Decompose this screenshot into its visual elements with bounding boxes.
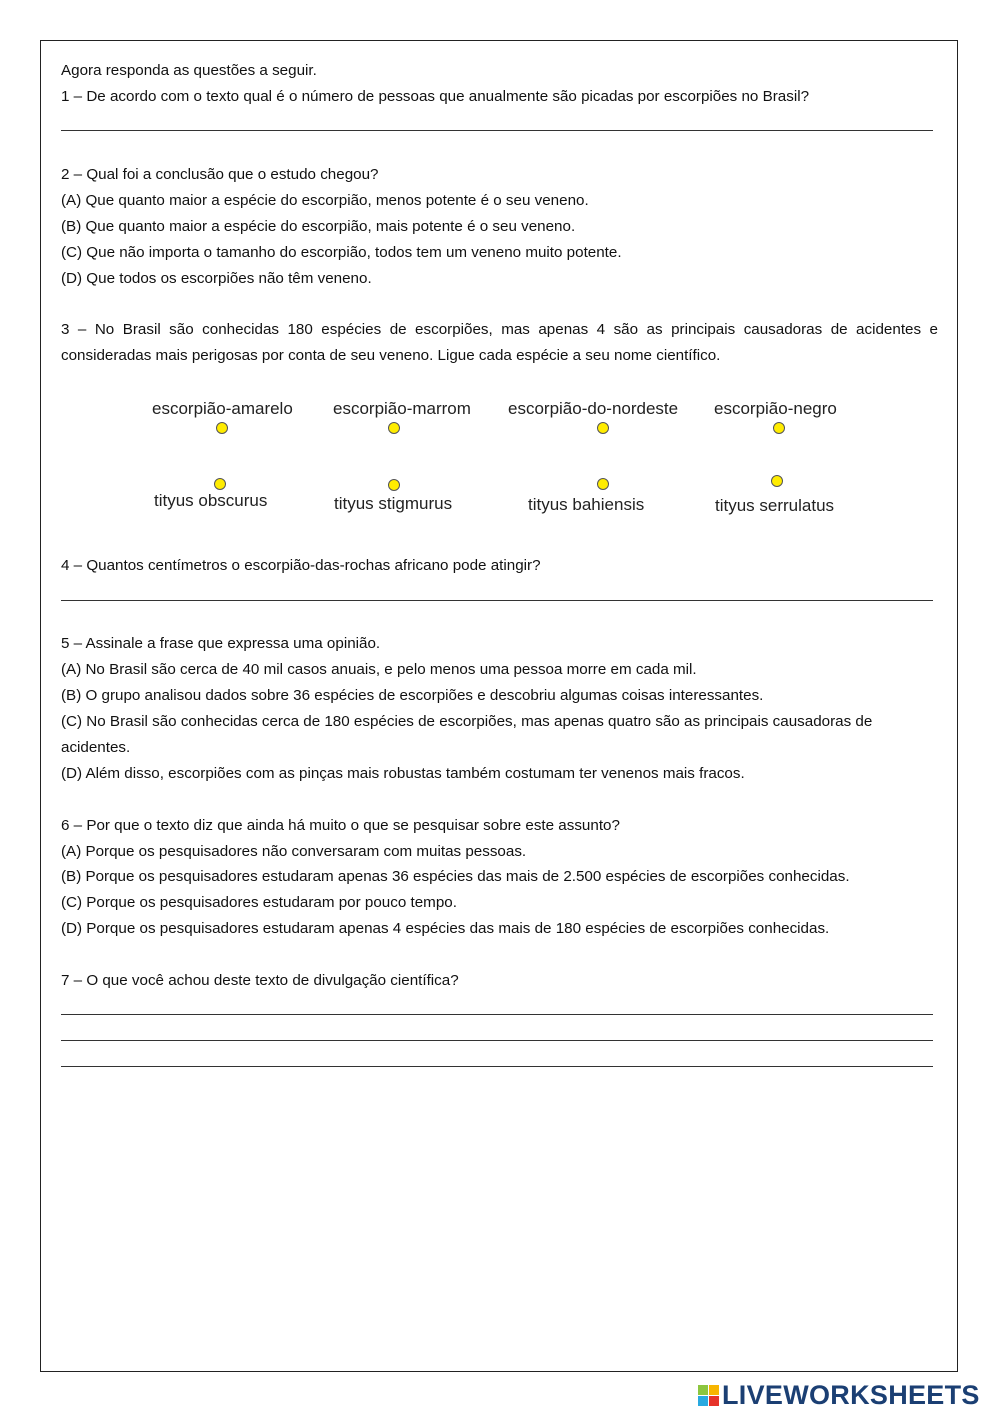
match-dot[interactable] (388, 479, 400, 491)
q6-option-c[interactable]: (C) Porque os pesquisadores estudaram por pouco tempo. (61, 894, 457, 911)
scientific-name: tityus obscurus (154, 491, 268, 510)
question-3: 3 – No Brasil são conhecidas 180 espécies de escorpiões, mas apenas 4 são as principais causadoras de acidentes e consideradas mais perigosas por conta de seu veneno. Ligue cada espécie a seu nome científico. (61, 321, 938, 364)
match-dot[interactable] (771, 475, 783, 487)
match-dot[interactable] (214, 478, 226, 490)
answer-line-q7[interactable] (61, 1066, 933, 1067)
scientific-name: tityus stigmurus (334, 494, 453, 513)
q5-option-c[interactable]: (C) No Brasil são conhecidas cerca de 180 espécies de escorpiões, mas apenas quatro são as principais causadoras de acidentes. (61, 713, 873, 756)
question-6: 6 – Por que o texto diz que ainda há muito o que se pesquisar sobre este assunto? (61, 817, 620, 834)
q2-option-a[interactable]: (A) Que quanto maior a espécie do escorpião, menos potente é o seu veneno. (61, 192, 589, 209)
answer-line-q7[interactable] (61, 1040, 933, 1041)
intro-text: Agora responda as questões a seguir. (61, 62, 317, 79)
logo-icon (698, 1385, 719, 1406)
liveworksheets-logo (698, 1380, 980, 1411)
common-name: escorpião-do-nordeste (508, 399, 679, 418)
question-7: 7 – O que você achou deste texto de divulgação científica? (61, 972, 459, 989)
q5-option-a[interactable]: (A) No Brasil são cerca de 40 mil casos anuais, e pelo menos uma pessoa morre em cada mil. (61, 661, 697, 678)
logo-text: LIVEWORKSHEETS (722, 1380, 980, 1410)
q6-option-a[interactable]: (A) Porque os pesquisadores não conversaram com muitas pessoas. (61, 843, 527, 860)
q5-option-d[interactable]: (D) Além disso, escorpiões com as pinças mais robustas também costumam ter venenos mais fracos. (61, 765, 745, 782)
q2-option-d[interactable]: (D) Que todos os escorpiões não têm veneno. (61, 270, 372, 287)
question-2: 2 – Qual foi a conclusão que o estudo chegou? (61, 166, 379, 183)
common-name: escorpião-amarelo (152, 399, 293, 418)
match-dot[interactable] (388, 422, 400, 434)
q5-option-b[interactable]: (B) O grupo analisou dados sobre 36 espécies de escorpiões e descobriu algumas coisas interessantes. (61, 687, 764, 704)
match-dot[interactable] (773, 422, 785, 434)
question-1: 1 – De acordo com o texto qual é o número de pessoas que anualmente são picadas por escorpiões no Brasil? (61, 88, 810, 105)
match-dot[interactable] (597, 422, 609, 434)
q2-option-c[interactable]: (C) Que não importa o tamanho do escorpião, todos tem um veneno muito potente. (61, 244, 622, 261)
q2-option-b[interactable]: (B) Que quanto maior a espécie do escorpião, mais potente é o seu veneno. (61, 218, 576, 235)
q6-option-b[interactable]: (B) Porque os pesquisadores estudaram apenas 36 espécies das mais de 2.500 espécies de escorpiões conhecidas. (61, 868, 850, 885)
page-border (40, 40, 958, 1372)
answer-line-q7[interactable] (61, 1014, 933, 1015)
common-name: escorpião-marrom (333, 399, 471, 418)
q6-option-d[interactable]: (D) Porque os pesquisadores estudaram apenas 4 espécies das mais de 180 espécies de escorpiões conhecidas. (61, 920, 830, 937)
scientific-name: tityus serrulatus (715, 496, 835, 515)
answer-line-q4[interactable] (61, 600, 933, 601)
match-dot[interactable] (216, 422, 228, 434)
common-name: escorpião-negro (714, 399, 837, 418)
answer-line-q1[interactable] (61, 130, 933, 131)
scientific-name: tityus bahiensis (528, 495, 645, 514)
question-5: 5 – Assinale a frase que expressa uma opinião. (61, 635, 381, 652)
match-dot[interactable] (597, 478, 609, 490)
question-4: 4 – Quantos centímetros o escorpião-das-rochas africano pode atingir? (61, 557, 541, 574)
